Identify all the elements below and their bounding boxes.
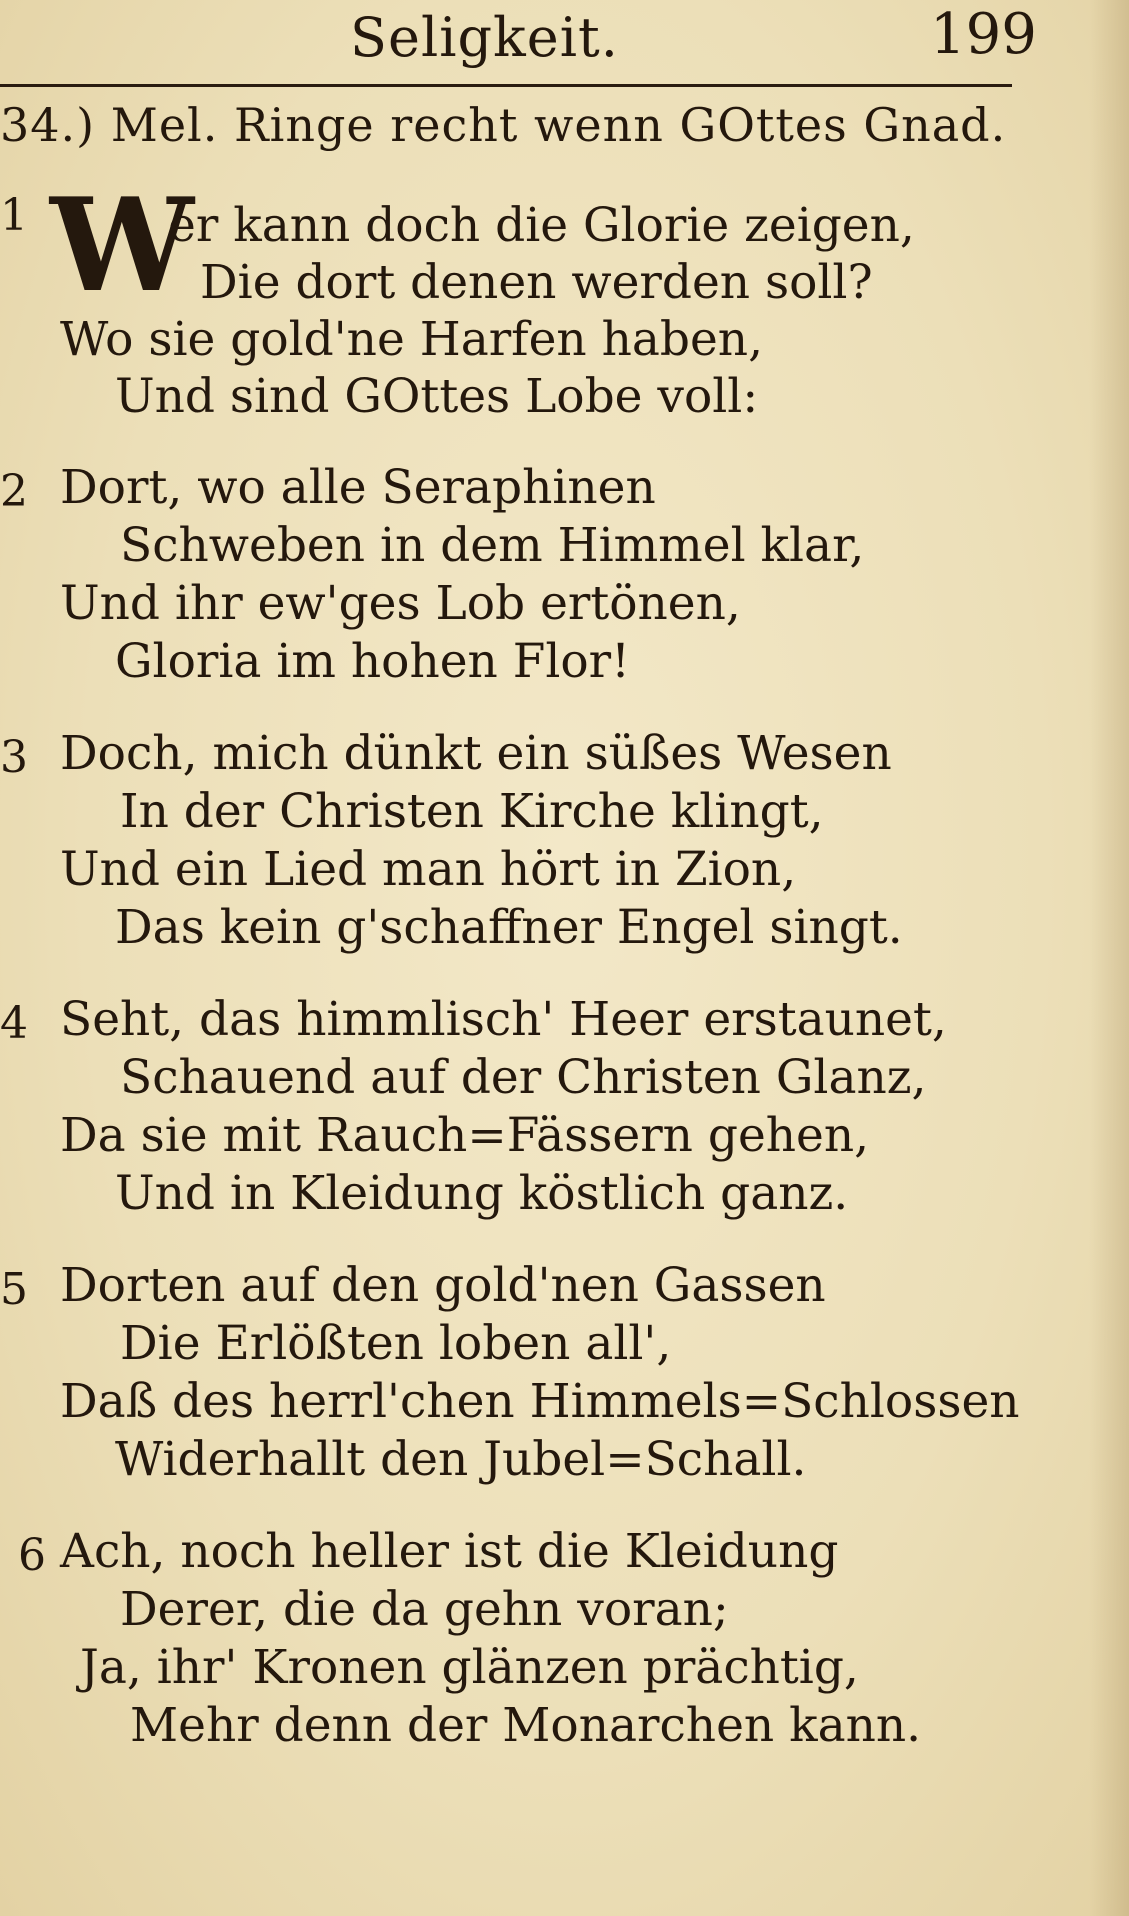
verse-line: Widerhallt den Jubel=Schall. bbox=[115, 1432, 807, 1487]
verse-line: Und sind GOttes Lobe voll: bbox=[115, 369, 759, 424]
verse-line: Schweben in dem Himmel klar, bbox=[120, 518, 865, 573]
verse-line: Dorten auf den gold'nen Gassen bbox=[60, 1258, 826, 1313]
verse-line: Die Erlößten loben all', bbox=[120, 1316, 672, 1371]
stanza-number: 3 bbox=[0, 732, 28, 783]
verse-line: Ach, noch heller ist die Kleidung bbox=[60, 1524, 839, 1579]
verse-line: Da sie mit Rauch=Fässern gehen, bbox=[60, 1108, 870, 1163]
verse-line: Schauend auf der Christen Glanz, bbox=[120, 1050, 927, 1105]
verse-line: Doch, mich dünkt ein süßes Wesen bbox=[60, 726, 892, 781]
stanza-number: 2 bbox=[0, 466, 28, 517]
verse-line: Das kein g'schaffner Engel singt. bbox=[115, 900, 903, 955]
verse-line: Und ein Lied man hört in Zion, bbox=[60, 842, 797, 897]
header-rule bbox=[0, 84, 1012, 87]
verse-line: Wo sie gold'ne Harfen haben, bbox=[60, 312, 764, 367]
page-number: 199 bbox=[930, 2, 1037, 67]
stanza-number: 4 bbox=[0, 998, 28, 1049]
stanza-number: 6 bbox=[18, 1530, 46, 1581]
verse-line: Daß des herrl'chen Himmels=Schlossen bbox=[60, 1374, 1020, 1429]
page-edge-shadow bbox=[1089, 0, 1129, 1916]
verse-line: Die dort denen werden soll? bbox=[200, 255, 873, 310]
verse-line: Mehr denn der Monarchen kann. bbox=[130, 1698, 922, 1753]
stanza-number: 5 bbox=[0, 1264, 28, 1315]
drop-cap: W bbox=[50, 171, 194, 321]
running-title: Seligkeit. bbox=[350, 6, 619, 69]
verse-line: Seht, das himmlisch' Heer erstaunet, bbox=[60, 992, 947, 1047]
verse-line: In der Christen Kirche klingt, bbox=[120, 784, 824, 839]
verse-line: er kann doch die Glorie zeigen, bbox=[168, 198, 915, 253]
verse-line: Ja, ihr' Kronen glänzen prächtig, bbox=[80, 1640, 859, 1695]
verse-line: Und in Kleidung köstlich ganz. bbox=[115, 1166, 849, 1221]
hymn-melody-line: 34.) Mel. Ringe recht wenn GOttes Gnad. bbox=[0, 98, 1007, 152]
verse-line: Derer, die da gehn voran; bbox=[120, 1582, 729, 1637]
stanza-number: 1 bbox=[0, 190, 28, 241]
verse-line: Dort, wo alle Seraphinen bbox=[60, 460, 656, 515]
verse-line: Und ihr ew'ges Lob ertönen, bbox=[60, 576, 741, 631]
verse-line: Gloria im hohen Flor! bbox=[115, 634, 631, 689]
